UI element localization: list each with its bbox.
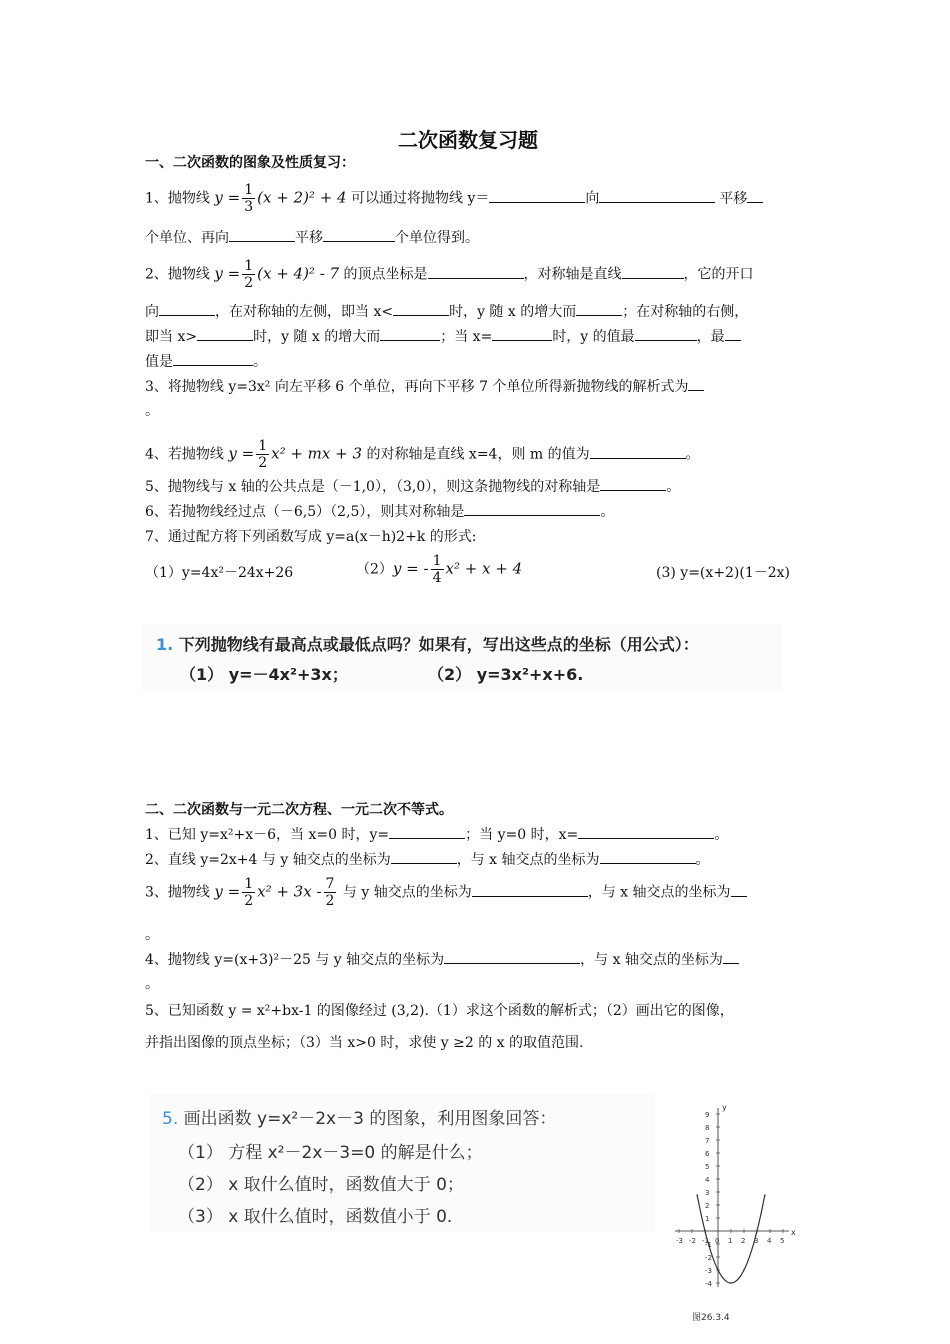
blank[interactable] bbox=[635, 326, 697, 341]
y-tick-label: 4 bbox=[705, 1176, 710, 1184]
s1-question-3-end: 。 bbox=[145, 403, 159, 419]
s1-question-5: 5、抛物线与 x 轴的公共点是（－1,0），（3,0），则这条抛物线的对称轴是 。 bbox=[145, 476, 680, 497]
blank[interactable] bbox=[173, 351, 253, 366]
data-point bbox=[717, 1269, 719, 1271]
blank[interactable] bbox=[731, 882, 747, 897]
blank[interactable] bbox=[578, 824, 714, 839]
blank[interactable] bbox=[444, 949, 580, 964]
s2-question-3-end: 。 bbox=[145, 927, 159, 943]
section1-heading: 一、二次函数的图象及性质复习： bbox=[145, 155, 355, 171]
s2-question-2: 2、直线 y=2x+4 与 y 轴交点的坐标为 ，与 x 轴交点的坐标为 。 bbox=[145, 849, 710, 870]
y-tick-label: 6 bbox=[705, 1150, 710, 1158]
blank[interactable] bbox=[600, 849, 696, 864]
s2-question-5-line2: 并指出图像的顶点坐标；（3）当 x>0 时，求使 y ≥2 的 x 的取值范围. bbox=[145, 1035, 584, 1051]
blank[interactable] bbox=[323, 227, 395, 242]
y-tick-label: 1 bbox=[705, 1215, 710, 1223]
s1-question-2: 2、抛物线 y = $\frac{1}{2}$ (x + 4)² - 7 的顶点坐标是 ，对称轴是直线 ，它的开口 bbox=[145, 258, 754, 291]
blank[interactable] bbox=[688, 376, 704, 391]
x-tick-label: 0 bbox=[715, 1237, 720, 1245]
data-point bbox=[730, 1282, 732, 1284]
blank[interactable] bbox=[622, 264, 684, 279]
blank[interactable] bbox=[492, 326, 552, 341]
blank[interactable] bbox=[489, 188, 585, 203]
scanned-exercise-1: 1. 下列抛物线有最高点或最低点吗？如果有，写出这些点的坐标（用公式）： （1） y=－4x²+3x； （2） y=3x²+x+6. bbox=[142, 624, 782, 692]
blank[interactable] bbox=[723, 949, 739, 964]
fraction: $\frac{1}{2}$ bbox=[244, 258, 254, 291]
y-tick-label: 5 bbox=[705, 1163, 710, 1171]
blank[interactable] bbox=[472, 882, 588, 897]
y-tick-label: 3 bbox=[705, 1189, 710, 1197]
x-axis-label: x bbox=[791, 1228, 796, 1237]
s1-question-2-line4: 值是 。 bbox=[145, 351, 267, 372]
fraction: $\frac{1}{3}$ bbox=[244, 182, 254, 215]
y-tick-label: 8 bbox=[705, 1124, 710, 1132]
y-tick-label: 7 bbox=[705, 1137, 710, 1145]
x-tick-label: -2 bbox=[689, 1237, 696, 1245]
s2-question-4: 4、抛物线 y=(x+3)²－25 与 y 轴交点的坐标为 ，与 x 轴交点的坐标为 bbox=[145, 949, 739, 970]
s1-q7-part3: (3) y=(x+2)(1－2x) bbox=[656, 565, 791, 581]
section2-heading: 二、二次函数与一元二次方程、一元二次不等式。 bbox=[145, 802, 453, 818]
blank[interactable] bbox=[600, 476, 666, 491]
s2-question-3: 3、抛物线 y = $\frac{1}{2}$ x² + 3x - $\frac{7}{2}$ 与 y 轴交点的坐标为 ，与 x 轴交点的坐标为 bbox=[145, 876, 747, 909]
blank[interactable] bbox=[599, 188, 715, 203]
s1-question-2-line3: 即当 x> 时，y 随 x 的增大而 ；当 x= 时，y 的值最 ，最 bbox=[145, 326, 741, 347]
data-point bbox=[756, 1230, 758, 1232]
blank[interactable] bbox=[197, 326, 253, 341]
data-point bbox=[696, 1194, 698, 1196]
page-title: 二次函数复习题 bbox=[398, 128, 538, 152]
fraction: $\frac{1}{2}$ bbox=[244, 876, 254, 909]
y-tick-label: -3 bbox=[705, 1267, 712, 1275]
blank[interactable] bbox=[393, 301, 449, 316]
s1-question-1-cont: 个单位、再向 平移 个单位得到。 bbox=[145, 227, 479, 248]
fraction: $\frac{7}{2}$ bbox=[325, 876, 335, 909]
y-tick-label: -2 bbox=[705, 1254, 712, 1262]
s1-question-3: 3、将抛物线 y=3x² 向左平移 6 个单位，再向下平移 7 个单位所得新抛物线的解析式为 bbox=[145, 376, 704, 397]
blank[interactable] bbox=[380, 326, 440, 341]
y-tick-label: -1 bbox=[705, 1241, 712, 1249]
blank[interactable] bbox=[725, 326, 741, 341]
fraction: $\frac{1}{2}$ bbox=[258, 438, 268, 471]
x-tick-label: -3 bbox=[676, 1237, 683, 1245]
s1-question-7: 7、通过配方将下列函数写成 y=a(x－h)2+k 的形式: bbox=[145, 529, 477, 545]
fraction: $\frac{1}{4}$ bbox=[432, 553, 442, 586]
blank[interactable] bbox=[590, 444, 686, 459]
x-tick-label: 3 bbox=[754, 1237, 759, 1245]
x-tick-label: 4 bbox=[767, 1237, 772, 1245]
y-tick-label: 9 bbox=[705, 1111, 710, 1119]
data-point bbox=[704, 1230, 706, 1232]
s2-question-4-end: 。 bbox=[145, 976, 159, 992]
data-point bbox=[743, 1269, 745, 1271]
s1-question-6: 6、若抛物线经过点（－6,5）（2,5），则其对称轴是 。 bbox=[145, 501, 614, 522]
parabola-graph bbox=[652, 1094, 796, 1326]
blank[interactable] bbox=[576, 301, 622, 316]
s1-q7-part1: （1）y=4x²－24x+26 bbox=[145, 565, 294, 581]
y-axis-label: y bbox=[722, 1103, 727, 1112]
blank[interactable] bbox=[391, 849, 457, 864]
blank[interactable] bbox=[389, 824, 465, 839]
blank[interactable] bbox=[747, 188, 763, 203]
blank[interactable] bbox=[464, 501, 600, 516]
s1-question-1: 1、抛物线 y = $\frac{1}{3}$ (x + 2)² + 4 可以通过将抛物线 y＝ 向 平移 bbox=[145, 182, 763, 215]
s1-q7-part2: （2）y = - $\frac{1}{4}$ x² + x + 4 bbox=[356, 553, 523, 586]
x-tick-label: 2 bbox=[741, 1237, 746, 1245]
blank[interactable] bbox=[229, 227, 295, 242]
scanned-exercise-2: 5. 画出函数 y=x²－2x－3 的图象，利用图象回答： （1） 方程 x²－2x－3=0 的解是什么； （2） x 取什么值时，函数值大于 0； （3） x 取什么值时，函数值小于 0. bbox=[150, 1094, 655, 1232]
s1-question-4: 4、若抛物线 y = $\frac{1}{2}$ x² + mx + 3 的对称轴是直线 x=4，则 m 的值为 。 bbox=[145, 438, 700, 471]
y-tick-label: -4 bbox=[705, 1280, 712, 1288]
x-tick-label: -1 bbox=[702, 1237, 709, 1245]
x-tick-label: 5 bbox=[780, 1237, 785, 1245]
x-tick-label: 1 bbox=[728, 1237, 733, 1245]
s1-question-2-line2: 向 ，在对称轴的左侧，即当 x< 时，y 随 x 的增大而 ；在对称轴的右侧， bbox=[145, 301, 748, 322]
figure-caption: 图26.3.4 bbox=[692, 1313, 730, 1323]
blank[interactable] bbox=[428, 264, 524, 279]
s2-question-1: 1、已知 y=x²+x－6，当 x=0 时，y= ；当 y=0 时，x= 。 bbox=[145, 824, 728, 845]
y-tick-label: 2 bbox=[705, 1202, 710, 1210]
blank[interactable] bbox=[159, 301, 215, 316]
data-point bbox=[764, 1194, 766, 1196]
s2-question-5: 5、已知函数 y = x²+bx-1 的图像经过 (3,2).（1）求这个函数的解析式；（2）画出它的图像， bbox=[145, 1003, 734, 1019]
